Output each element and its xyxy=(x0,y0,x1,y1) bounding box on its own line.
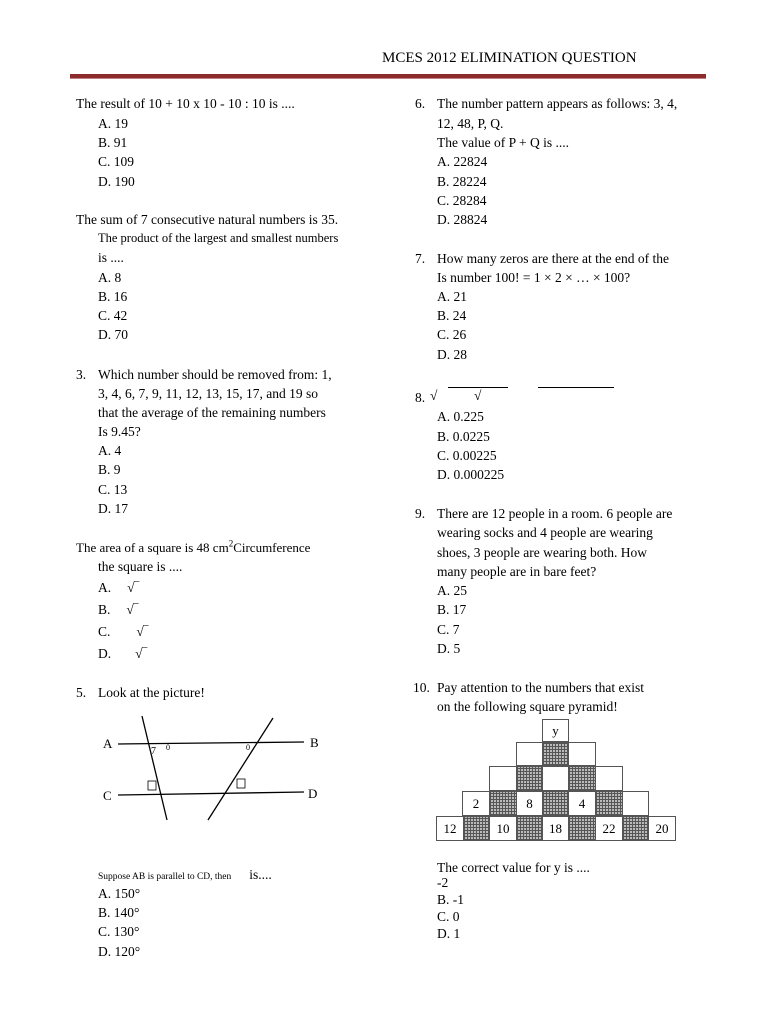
q10-line2: on the following square pyramid! xyxy=(437,699,618,714)
q6-line3: The value of P + Q is .... xyxy=(437,135,569,150)
pyramid-cell-8: 8 xyxy=(516,791,543,816)
pyramid-cell xyxy=(489,766,517,791)
q3-option-b[interactable]: B. 9 xyxy=(98,462,121,477)
label-c: C xyxy=(103,788,112,803)
q9-option-d[interactable]: D. 5 xyxy=(437,641,461,656)
q9-line2: wearing socks and 4 people are wearing xyxy=(437,525,653,540)
q10-number: 10. xyxy=(413,680,430,695)
pyramid-cell-12: 12 xyxy=(436,816,464,841)
transversal-right xyxy=(208,718,273,820)
q6-option-d[interactable]: D. 28824 xyxy=(437,212,488,227)
q7-number: 7. xyxy=(415,251,426,266)
q2-line3: is .... xyxy=(98,250,124,265)
q10-option-d[interactable]: D. 1 xyxy=(437,926,461,941)
pyramid-cell-hatched xyxy=(516,816,543,841)
q4-superscript: 2 xyxy=(228,538,234,549)
page-header-title: MCES 2012 ELIMINATION QUESTION xyxy=(382,50,637,66)
q3-line3: that the average of the remaining numbers xyxy=(98,405,326,420)
q9-option-a[interactable]: A. 25 xyxy=(437,583,467,598)
q3-option-a[interactable]: A. 4 xyxy=(98,443,122,458)
q2-option-c[interactable]: C. 42 xyxy=(98,308,128,323)
line-cd xyxy=(118,792,304,795)
q9-option-b[interactable]: B. 17 xyxy=(437,602,467,617)
label-zero-1: 0 xyxy=(166,743,170,752)
q5-option-b[interactable]: B. 140° xyxy=(98,905,140,920)
q2-line1: The sum of 7 consecutive natural numbers is 35. xyxy=(76,212,339,227)
angle-box-right xyxy=(237,779,245,788)
q7-option-d[interactable]: D. 28 xyxy=(437,347,467,362)
pyramid-cell-hatched xyxy=(595,791,623,816)
pyramid-cell-2: 2 xyxy=(462,791,490,816)
q6-line1: The number pattern appears as follows: 3, 4, xyxy=(437,96,678,111)
q1-option-c[interactable]: C. 109 xyxy=(98,154,135,169)
q6-line2: 12, 48, P, Q. xyxy=(437,116,504,131)
q4-option-b[interactable]: B. √‾ xyxy=(98,602,139,617)
q9-line1: There are 12 people in a room. 6 people are xyxy=(437,506,673,521)
pyramid-cell-top: y xyxy=(542,719,569,742)
q4-line1a: The area of a square is 48 cm xyxy=(76,540,229,555)
pyramid-cell-hatched xyxy=(568,816,596,841)
q4-root-b: √‾ xyxy=(126,602,139,617)
q2-option-d[interactable]: D. 70 xyxy=(98,327,128,342)
q5-caption-end: is.... xyxy=(249,867,272,882)
q2-line2: The product of the largest and smallest numbers xyxy=(98,231,339,245)
q6-option-b[interactable]: B. 28224 xyxy=(437,174,487,189)
pyramid-cell-hatched xyxy=(516,766,543,791)
q8-number: 8. xyxy=(415,390,426,405)
pyramid-cell-18: 18 xyxy=(542,816,569,841)
label-d: D xyxy=(308,786,318,801)
q9-number: 9. xyxy=(415,506,426,521)
q10-option-b[interactable]: B. -1 xyxy=(437,892,464,907)
q8-fraction-bar-1 xyxy=(448,387,508,388)
angle-box-left xyxy=(148,781,156,790)
q5-caption-small: Suppose AB is parallel to CD, then xyxy=(98,872,232,882)
pyramid-cell-hatched xyxy=(463,816,490,841)
q8-option-d[interactable]: D. 0.000225 xyxy=(437,467,505,482)
pyramid-cell-hatched xyxy=(622,816,649,841)
q10-line1: Pay attention to the numbers that exist xyxy=(437,680,644,695)
q5-option-a[interactable]: A. 150° xyxy=(98,886,141,901)
q8-option-a[interactable]: A. 0.225 xyxy=(437,409,484,424)
q4-line2: the square is .... xyxy=(98,559,183,574)
q6-option-a[interactable]: A. 22824 xyxy=(437,154,488,169)
q3-line4: Is 9.45? xyxy=(98,424,141,439)
pyramid-cell-22: 22 xyxy=(595,816,623,841)
q8-fraction-bar-2 xyxy=(538,387,614,388)
q4-option-a[interactable]: A. √‾ xyxy=(98,580,140,595)
q2-option-b[interactable]: B. 16 xyxy=(98,289,128,304)
q5-number: 5. xyxy=(76,685,87,700)
q5-option-d[interactable]: D. 120° xyxy=(98,944,141,959)
q4-root-a: √‾ xyxy=(127,580,140,595)
q9-line4: many people are in bare feet? xyxy=(437,564,597,579)
q9-option-c[interactable]: C. 7 xyxy=(437,622,460,637)
q8-root-2: √ xyxy=(474,388,482,403)
pyramid-cell xyxy=(568,742,596,766)
q7-option-b[interactable]: B. 24 xyxy=(437,308,467,323)
q8-root-1: √ xyxy=(430,388,438,403)
line-ab xyxy=(118,742,304,744)
q4-option-d[interactable]: D. √‾ xyxy=(98,646,148,661)
q10-option-c[interactable]: C. 0 xyxy=(437,909,460,924)
q5-text: Look at the picture! xyxy=(98,685,205,700)
q1-option-b[interactable]: B. 91 xyxy=(98,135,128,150)
pyramid-cell-10: 10 xyxy=(489,816,517,841)
q3-number: 3. xyxy=(76,367,87,382)
q1-option-d[interactable]: D. 190 xyxy=(98,174,135,189)
q8-option-b[interactable]: B. 0.0225 xyxy=(437,429,490,444)
q7-option-c[interactable]: C. 26 xyxy=(437,327,467,342)
pyramid-cell xyxy=(622,791,649,816)
q4-root-c: √‾ xyxy=(136,624,149,639)
label-zero-2: 0 xyxy=(246,743,250,752)
q5-option-c[interactable]: C. 130° xyxy=(98,924,140,939)
q7-line2: Is number 100! = 1 × 2 × … × 100? xyxy=(437,270,631,285)
q2-option-a[interactable]: A. 8 xyxy=(98,270,122,285)
pyramid-cell-hatched xyxy=(489,791,517,816)
q4-line1b: Circumference xyxy=(233,540,311,555)
q10-option-a[interactable]: -2 xyxy=(437,875,449,890)
label-a: A xyxy=(103,736,113,751)
q6-option-c[interactable]: C. 28284 xyxy=(437,193,487,208)
q3-line2: 3, 4, 6, 7, 9, 11, 12, 13, 15, 17, and 19 so xyxy=(98,386,318,401)
label-b: B xyxy=(310,735,319,750)
q3-option-d[interactable]: D. 17 xyxy=(98,501,128,516)
label-seven: 7 xyxy=(151,746,156,757)
q7-line1: How many zeros are there at the end of the xyxy=(437,251,670,266)
q8-option-c[interactable]: C. 0.00225 xyxy=(437,448,497,463)
pyramid-cell-hatched xyxy=(542,742,569,766)
pyramid-cell-hatched xyxy=(568,766,596,791)
pyramid-cell-4: 4 xyxy=(568,791,596,816)
q1-question: The result of 10 + 10 x 10 - 10 : 10 is .... xyxy=(76,96,295,111)
q3-line1: Which number should be removed from: 1, xyxy=(98,367,332,382)
pyramid-cell xyxy=(542,766,569,791)
pyramid-cell-hatched xyxy=(542,791,569,816)
pyramid-cell xyxy=(516,742,543,766)
q4-option-c[interactable]: C. √‾ xyxy=(98,624,149,639)
pyramid-cell xyxy=(595,766,623,791)
q9-line3: shoes, 3 people are wearing both. How xyxy=(437,545,647,560)
q1-option-a[interactable]: A. 19 xyxy=(98,116,128,131)
q7-option-a[interactable]: A. 21 xyxy=(437,289,467,304)
q10-question: The correct value for y is .... xyxy=(437,860,590,875)
pyramid-cell-20: 20 xyxy=(648,816,676,841)
q6-number: 6. xyxy=(415,96,426,111)
q4-root-d: √‾ xyxy=(135,646,148,661)
transversal-left xyxy=(142,716,167,820)
q3-option-c[interactable]: C. 13 xyxy=(98,482,128,497)
